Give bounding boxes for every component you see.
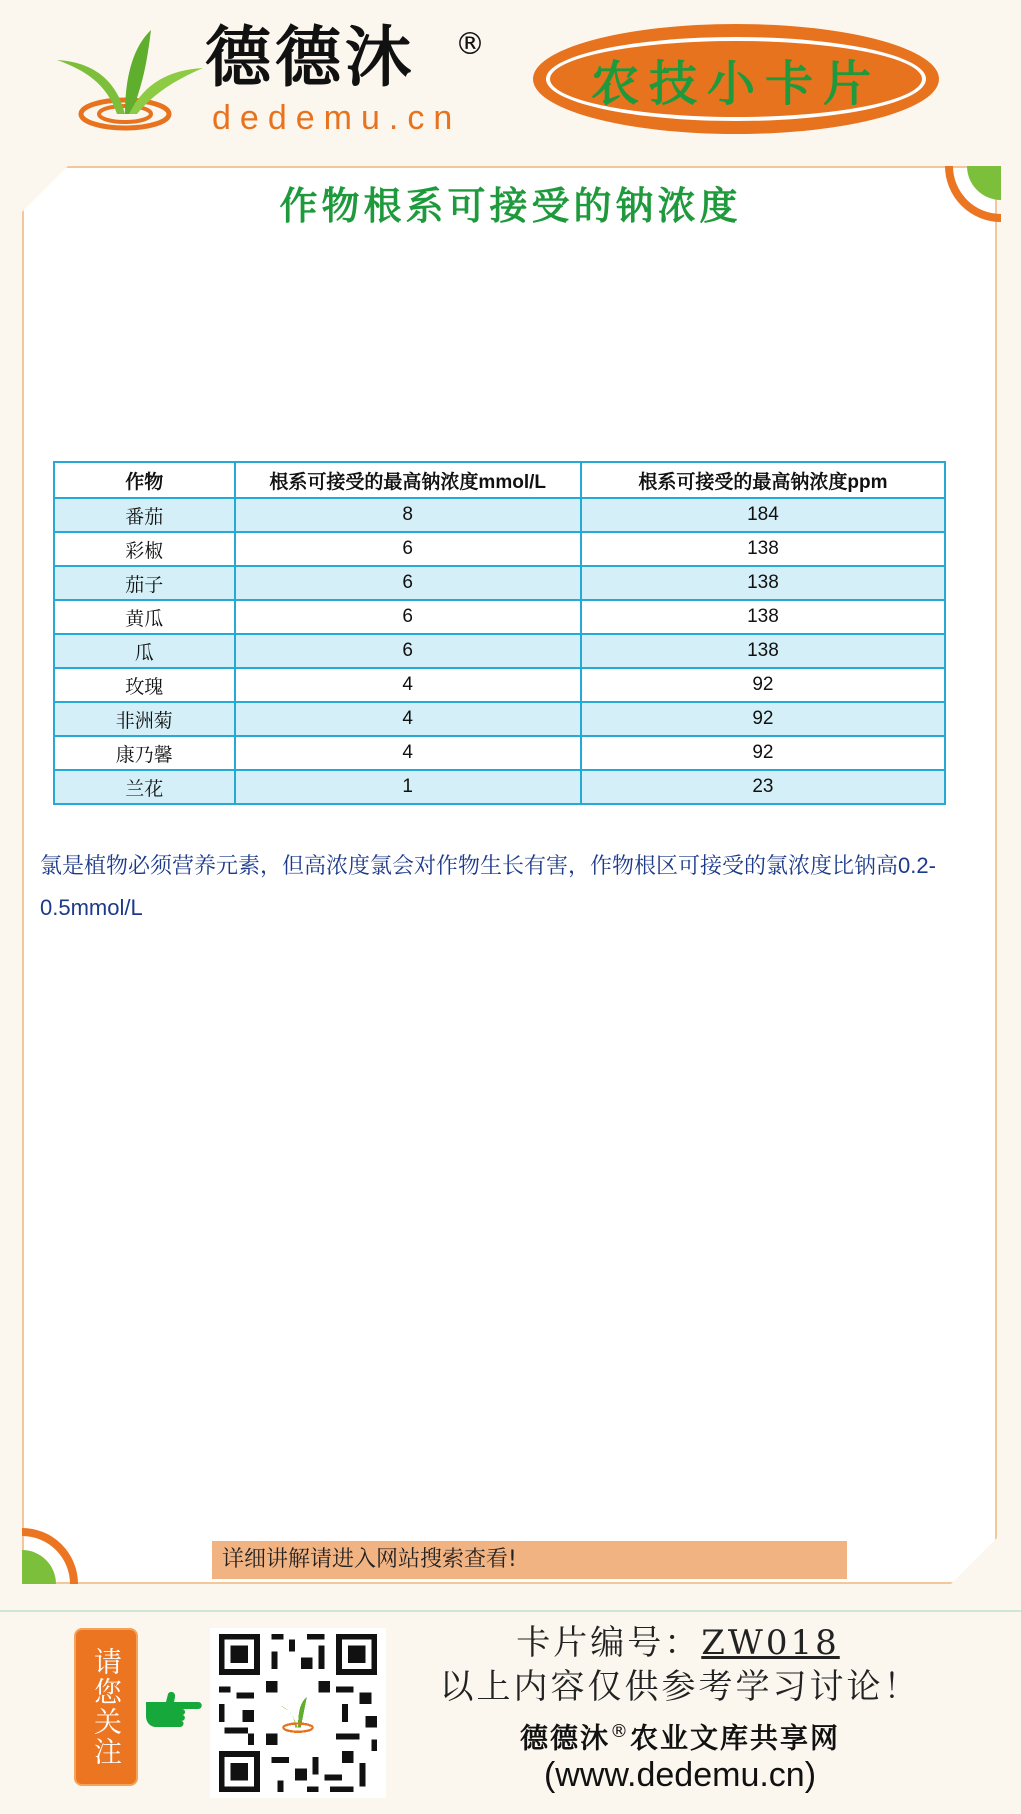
column-header: 根系可接受的最高钠浓度ppm [581, 462, 945, 498]
sodium-ppm-cell: 92 [581, 736, 945, 770]
crop-name-cell: 瓜 [54, 634, 235, 668]
table-row [54, 736, 945, 770]
registered-mark: ® [455, 27, 485, 62]
follow-button[interactable]: 请您关注 [74, 1628, 138, 1786]
disclaimer: 以上内容仅供参考学习讨论！ [439, 1667, 921, 1707]
crop-name-cell: 番茄 [54, 498, 235, 532]
crop-name-cell: 黄瓜 [54, 600, 235, 634]
card-number [448, 1620, 908, 1666]
crop-name-cell: 兰花 [54, 770, 235, 804]
sodium-mmol-cell: 1 [235, 770, 581, 804]
crop-name-cell: 茄子 [54, 566, 235, 600]
corner-leaf-bottom-left-icon [22, 1528, 78, 1584]
table-row [54, 532, 945, 566]
brand-domain: dedemu.cn [212, 99, 462, 137]
sodium-ppm-cell: 23 [581, 770, 945, 804]
sodium-mmol-cell: 8 [235, 498, 581, 532]
card-title: 作物根系可接受的钠浓度 [279, 184, 742, 228]
library-registered-mark: ® [610, 1721, 630, 1742]
sodium-mmol-cell: 4 [235, 702, 581, 736]
table-row [54, 498, 945, 532]
library-suffix: 农业文库共享网 [630, 1721, 841, 1755]
brand-name: 德德沐 [205, 19, 415, 96]
sodium-ppm-cell: 92 [581, 702, 945, 736]
card-badge-label: 农技小卡片 [546, 37, 926, 121]
sodium-ppm-cell: 184 [581, 498, 945, 532]
footer-divider [0, 1610, 1021, 1612]
qr-code[interactable] [210, 1628, 386, 1798]
sodium-ppm-cell: 138 [581, 600, 945, 634]
website-link[interactable]: (www.dedemu.cn) [543, 1756, 817, 1794]
sodium-mmol-cell: 6 [235, 634, 581, 668]
sodium-mmol-cell: 4 [235, 736, 581, 770]
crop-name-cell: 彩椒 [54, 532, 235, 566]
crop-name-cell: 康乃馨 [54, 736, 235, 770]
table-header-row [54, 462, 945, 498]
crop-name-cell: 玫瑰 [54, 668, 235, 702]
sodium-ppm-cell: 92 [581, 668, 945, 702]
sodium-mmol-cell: 4 [235, 668, 581, 702]
sodium-tolerance-table [53, 461, 946, 805]
sodium-ppm-cell: 138 [581, 634, 945, 668]
sodium-mmol-cell: 6 [235, 532, 581, 566]
library-brand: 德德沐 [519, 1721, 610, 1755]
sodium-ppm-cell: 138 [581, 532, 945, 566]
table-row [54, 668, 945, 702]
table-row [54, 600, 945, 634]
table-row [54, 566, 945, 600]
card-number-code: ZW018 [701, 1623, 840, 1663]
card-number-label: 卡片编号： [516, 1623, 702, 1663]
sodium-mmol-cell: 6 [235, 566, 581, 600]
column-header: 根系可接受的最高钠浓度mmol/L [235, 462, 581, 498]
detail-banner: 详细讲解请进入网站搜索查看! [212, 1541, 847, 1579]
crop-name-cell: 非洲菊 [54, 702, 235, 736]
table-row [54, 770, 945, 804]
sodium-ppm-cell: 138 [581, 566, 945, 600]
table-row [54, 634, 945, 668]
card-badge [533, 24, 939, 134]
dedemu-logo-icon [55, 22, 205, 142]
table-row [54, 702, 945, 736]
column-header: 作物 [54, 462, 235, 498]
chlorine-note: 氯是植物必须营养元素，但高浓度氯会对作物生长有害，作物根区可接受的氯浓度比钠高0.2-0.5mmol/L [40, 853, 936, 920]
pointing-hand-icon [142, 1688, 204, 1730]
sodium-mmol-cell: 6 [235, 600, 581, 634]
